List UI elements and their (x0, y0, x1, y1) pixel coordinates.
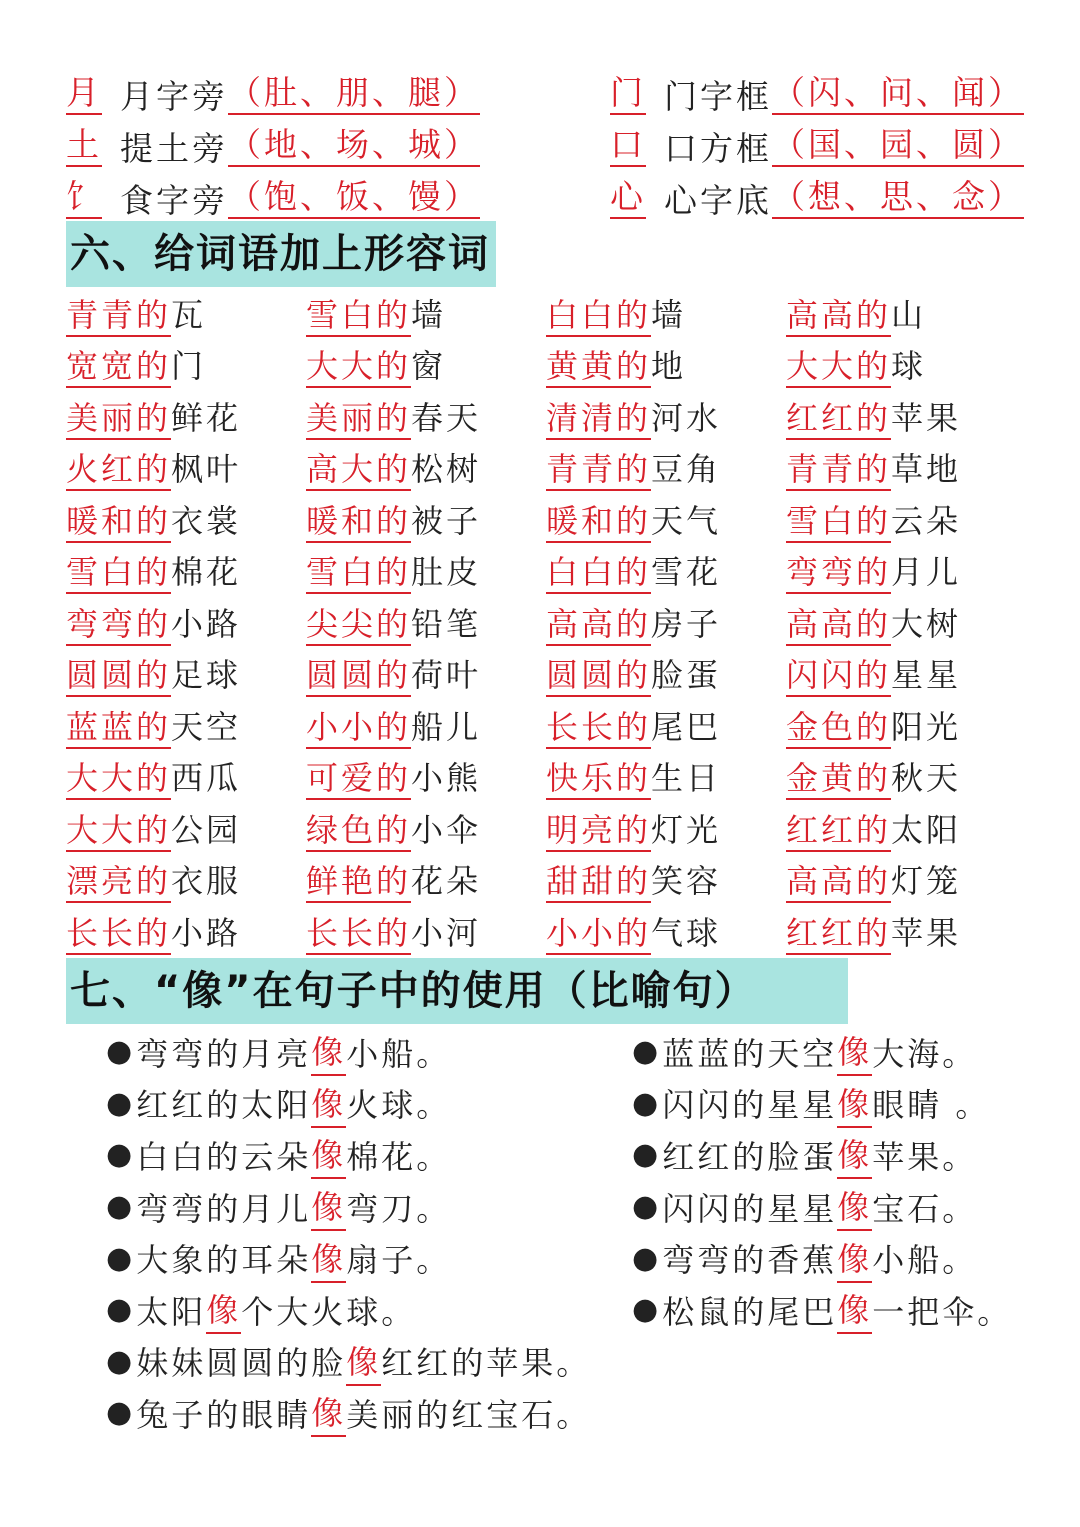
noun-text: 笑容 (651, 862, 722, 901)
adjective-row (66, 648, 1026, 700)
adjective-phrase (786, 496, 1026, 542)
radical-row (610, 172, 1024, 224)
simile-sentence (106, 1078, 591, 1130)
adjective-phrase (546, 650, 786, 696)
simile-keyword: 像 (837, 1130, 872, 1179)
adjective-text: 红红的 (786, 399, 891, 440)
adjective-phrase (546, 805, 786, 851)
adjective-text: 金黄的 (786, 759, 891, 800)
radical-char: 心 (610, 177, 646, 219)
simile-object: 棉花。 (346, 1137, 452, 1176)
simile-sentence (632, 1232, 1012, 1284)
noun-text: 春天 (411, 398, 482, 437)
adjective-text: 青青的 (546, 450, 651, 491)
adjective-row (66, 442, 1026, 494)
simile-object: 个大火球。 (241, 1292, 417, 1331)
adjective-phrase (306, 650, 546, 696)
adjective-phrase (66, 908, 306, 954)
bullet-icon: ● (106, 1137, 133, 1173)
adjective-text: 长长的 (546, 708, 651, 749)
adjective-text: 暖和的 (546, 502, 651, 543)
simile-subject: 弯弯的香蕉 (662, 1241, 838, 1280)
noun-text: 铅笔 (411, 604, 482, 643)
simile-subject: 弯弯的月儿 (136, 1189, 312, 1228)
adjective-phrase (786, 650, 1026, 696)
noun-text: 灯光 (651, 810, 722, 849)
noun-text: 太阳 (891, 810, 962, 849)
simile-keyword: 像 (837, 1234, 872, 1283)
adjective-phrase (546, 496, 786, 542)
noun-text: 月儿 (891, 553, 962, 592)
adjective-phrase (546, 341, 786, 387)
simile-subject: 闪闪的星星 (662, 1086, 838, 1125)
adjective-text: 尖尖的 (306, 605, 411, 646)
noun-text: 天空 (171, 707, 242, 746)
adjective-text: 红红的 (786, 811, 891, 852)
noun-text: 小路 (171, 913, 242, 952)
simile-subject: 白白的云朵 (136, 1137, 312, 1176)
adjective-row (66, 699, 1026, 751)
simile-keyword: 像 (837, 1079, 872, 1128)
noun-text: 小熊 (411, 759, 482, 798)
adjective-text: 绿色的 (306, 811, 411, 852)
adjective-text: 高高的 (786, 605, 891, 646)
simile-sentence (106, 1387, 591, 1439)
simile-subject: 弯弯的月亮 (136, 1034, 312, 1073)
adjective-text: 圆圆的 (546, 656, 651, 697)
adjective-text: 甜甜的 (546, 862, 651, 903)
noun-text: 脸蛋 (651, 656, 722, 695)
noun-text: 天气 (651, 501, 722, 540)
noun-text: 松树 (411, 450, 482, 489)
simile-sentence (632, 1284, 1012, 1336)
radical-char: 土 (66, 125, 102, 167)
simile-keyword: 像 (311, 1027, 346, 1076)
bullet-icon: ● (106, 1395, 133, 1431)
adjective-text: 雪白的 (786, 502, 891, 543)
adjective-phrase (66, 290, 306, 336)
adjective-row (66, 493, 1026, 545)
adjective-phrase (306, 547, 546, 593)
adjective-text: 美丽的 (306, 399, 411, 440)
simile-keyword: 像 (206, 1285, 241, 1334)
adjective-text: 金色的 (786, 708, 891, 749)
adjective-text: 明亮的 (546, 811, 651, 852)
simile-object: 弯刀。 (346, 1189, 452, 1228)
adjective-phrase (306, 856, 546, 902)
bullet-icon: ● (106, 1240, 133, 1276)
simile-object: 宝石。 (872, 1189, 978, 1228)
adjective-text: 大大的 (306, 347, 411, 388)
adjective-row (66, 751, 1026, 803)
adjective-phrase (786, 393, 1026, 439)
adjective-text: 长长的 (66, 914, 171, 955)
noun-text: 阳光 (891, 707, 962, 746)
noun-text: 大树 (891, 604, 962, 643)
bullet-icon: ● (632, 1189, 659, 1225)
noun-text: 被子 (411, 501, 482, 540)
radical-examples: （闪、问、闻） (772, 73, 1024, 115)
adjective-text: 暖和的 (66, 502, 171, 543)
adjective-text: 美丽的 (66, 399, 171, 440)
adjective-text: 快乐的 (546, 759, 651, 800)
simile-object: 小船。 (872, 1241, 978, 1280)
radical-name: 食字旁 (120, 180, 228, 220)
simile-object: 大海。 (872, 1034, 978, 1073)
adjective-text: 蓝蓝的 (66, 708, 171, 749)
simile-keyword: 像 (837, 1027, 872, 1076)
adjective-phrase (306, 599, 546, 645)
adjective-phrase (546, 547, 786, 593)
noun-text: 秋天 (891, 759, 962, 798)
adjective-phrase (786, 599, 1026, 645)
adjective-phrase (546, 599, 786, 645)
simile-subject: 蓝蓝的天空 (662, 1034, 838, 1073)
simile-sentence (106, 1284, 591, 1336)
simile-subject: 红红的脸蛋 (662, 1137, 838, 1176)
simile-object: 一把伞。 (872, 1292, 1013, 1331)
noun-text: 河水 (651, 398, 722, 437)
noun-text: 地 (651, 347, 687, 386)
adjective-text: 暖和的 (306, 502, 411, 543)
adjective-phrase (306, 805, 546, 851)
simile-sentence (106, 1181, 591, 1233)
adjective-text: 雪白的 (306, 296, 411, 337)
noun-text: 云朵 (891, 501, 962, 540)
adjective-phrase (546, 702, 786, 748)
adjective-row (66, 596, 1026, 648)
simile-keyword: 像 (311, 1388, 346, 1437)
adjective-phrase (66, 496, 306, 542)
simile-subject: 兔子的眼睛 (136, 1395, 312, 1434)
adjective-text: 长长的 (306, 914, 411, 955)
radical-name: 门字框 (664, 76, 772, 116)
noun-text: 鲜花 (171, 398, 242, 437)
noun-text: 墙 (651, 295, 687, 334)
adjective-row (66, 545, 1026, 597)
adjective-row (66, 390, 1026, 442)
radical-name: 提土旁 (120, 128, 228, 168)
adjective-text: 雪白的 (306, 553, 411, 594)
simile-sentence (632, 1078, 1012, 1130)
simile-object: 美丽的红宝石。 (346, 1395, 592, 1434)
radical-char: 口 (610, 125, 646, 167)
noun-text: 花朵 (411, 862, 482, 901)
adjective-phrase (546, 444, 786, 490)
radical-examples: （肚、朋、腿） (228, 73, 480, 115)
noun-text: 星星 (891, 656, 962, 695)
adjective-text: 闪闪的 (786, 656, 891, 697)
bullet-icon: ● (632, 1240, 659, 1276)
simile-right-column (632, 1026, 1012, 1336)
adjective-text: 高高的 (786, 862, 891, 903)
simile-subject: 妹妹圆圆的脸 (136, 1344, 347, 1383)
bullet-icon: ● (632, 1085, 659, 1121)
adjective-phrase (306, 702, 546, 748)
adjective-text: 青青的 (66, 296, 171, 337)
section-6-heading: 六、给词语加上形容词 (66, 221, 496, 287)
bullet-icon: ● (632, 1034, 659, 1070)
adjective-phrase (306, 341, 546, 387)
simile-sentence (106, 1129, 591, 1181)
adjective-text: 高大的 (306, 450, 411, 491)
adjective-phrase (306, 393, 546, 439)
simile-keyword: 像 (346, 1337, 381, 1386)
noun-text: 枫叶 (171, 450, 242, 489)
simile-left-column (106, 1026, 591, 1439)
section-7-heading: 七、“像”在句子中的使用（比喻句） (66, 958, 848, 1024)
radical-examples: （饱、饭、馒） (228, 177, 480, 219)
simile-subject: 闪闪的星星 (662, 1189, 838, 1228)
simile-object: 眼睛 。 (872, 1086, 991, 1125)
radical-name: 口方框 (664, 128, 772, 168)
adjective-grid (66, 287, 1026, 957)
noun-text: 生日 (651, 759, 722, 798)
adjective-text: 可爱的 (306, 759, 411, 800)
simile-subject: 太阳 (136, 1292, 207, 1331)
adjective-row (66, 339, 1026, 391)
simile-keyword: 像 (837, 1182, 872, 1231)
adjective-text: 高高的 (546, 605, 651, 646)
simile-keyword: 像 (311, 1182, 346, 1231)
noun-text: 气球 (651, 913, 722, 952)
radicals-left-column (66, 68, 480, 224)
adjective-phrase (786, 290, 1026, 336)
simile-object: 扇子。 (346, 1241, 452, 1280)
adjective-text: 青青的 (786, 450, 891, 491)
adjective-phrase (66, 753, 306, 799)
simile-keyword: 像 (311, 1130, 346, 1179)
noun-text: 足球 (171, 656, 242, 695)
adjective-text: 圆圆的 (306, 656, 411, 697)
simile-keyword: 像 (837, 1285, 872, 1334)
adjective-text: 白白的 (546, 296, 651, 337)
adjective-row (66, 854, 1026, 906)
adjective-phrase (786, 753, 1026, 799)
adjective-text: 鲜艳的 (306, 862, 411, 903)
simile-object: 苹果。 (872, 1137, 978, 1176)
simile-object: 火球。 (346, 1086, 452, 1125)
adjective-phrase (786, 856, 1026, 902)
adjective-text: 圆圆的 (66, 656, 171, 697)
simile-sentence (106, 1232, 591, 1284)
noun-text: 尾巴 (651, 707, 722, 746)
adjective-text: 漂亮的 (66, 862, 171, 903)
adjective-text: 白白的 (546, 553, 651, 594)
simile-subject: 松鼠的尾巴 (662, 1292, 838, 1331)
adjective-text: 火红的 (66, 450, 171, 491)
noun-text: 衣服 (171, 862, 242, 901)
adjective-phrase (66, 650, 306, 696)
radical-row (66, 172, 480, 224)
adjective-phrase (786, 805, 1026, 851)
radical-examples: （地、场、城） (228, 125, 480, 167)
noun-text: 衣裳 (171, 501, 242, 540)
radical-examples: （国、园、圆） (772, 125, 1024, 167)
simile-keyword: 像 (311, 1234, 346, 1283)
adjective-text: 弯弯的 (66, 605, 171, 646)
adjective-phrase (66, 393, 306, 439)
adjective-phrase (66, 856, 306, 902)
adjective-phrase (786, 547, 1026, 593)
bullet-icon: ● (106, 1189, 133, 1225)
radical-name: 月字旁 (120, 76, 228, 116)
adjective-phrase (306, 908, 546, 954)
radical-row (66, 120, 480, 172)
noun-text: 球 (891, 347, 927, 386)
noun-text: 小路 (171, 604, 242, 643)
adjective-phrase (66, 444, 306, 490)
simile-sentence (632, 1026, 1012, 1078)
adjective-phrase (66, 547, 306, 593)
radical-row (610, 120, 1024, 172)
noun-text: 小伞 (411, 810, 482, 849)
adjective-text: 大大的 (66, 811, 171, 852)
adjective-phrase (546, 908, 786, 954)
simile-subject: 大象的耳朵 (136, 1241, 312, 1280)
radical-char: 饣 (66, 177, 102, 219)
adjective-phrase (66, 805, 306, 851)
noun-text: 荷叶 (411, 656, 482, 695)
radical-row (610, 68, 1024, 120)
adjective-phrase (66, 599, 306, 645)
adjective-phrase (546, 856, 786, 902)
bullet-icon: ● (106, 1292, 133, 1328)
radicals-right-column (610, 68, 1024, 224)
bullet-icon: ● (632, 1137, 659, 1173)
noun-text: 房子 (651, 604, 722, 643)
simile-sentence (632, 1129, 1012, 1181)
adjective-phrase (546, 290, 786, 336)
radical-examples: （想、思、念） (772, 177, 1024, 219)
noun-text: 雪花 (651, 553, 722, 592)
adjective-row (66, 287, 1026, 339)
bullet-icon: ● (106, 1085, 133, 1121)
radical-name: 心字底 (664, 180, 772, 220)
adjective-phrase (786, 702, 1026, 748)
simile-sentence (106, 1026, 591, 1078)
simile-object: 红红的苹果。 (381, 1344, 592, 1383)
simile-sentence (106, 1336, 591, 1388)
adjective-row (66, 905, 1026, 957)
noun-text: 船儿 (411, 707, 482, 746)
noun-text: 苹果 (891, 398, 962, 437)
adjective-text: 大大的 (786, 347, 891, 388)
adjective-text: 宽宽的 (66, 347, 171, 388)
noun-text: 山 (891, 295, 927, 334)
noun-text: 苹果 (891, 913, 962, 952)
simile-sentence (632, 1181, 1012, 1233)
noun-text: 草地 (891, 450, 962, 489)
adjective-phrase (306, 444, 546, 490)
adjective-phrase (306, 496, 546, 542)
noun-text: 肚皮 (411, 553, 482, 592)
adjective-text: 黄黄的 (546, 347, 651, 388)
adjective-phrase (546, 753, 786, 799)
adjective-text: 弯弯的 (786, 553, 891, 594)
adjective-phrase (786, 444, 1026, 490)
simile-subject: 红红的太阳 (136, 1086, 312, 1125)
noun-text: 灯笼 (891, 862, 962, 901)
adjective-text: 大大的 (66, 759, 171, 800)
adjective-row (66, 802, 1026, 854)
bullet-icon: ● (106, 1343, 133, 1379)
adjective-phrase (786, 908, 1026, 954)
adjective-text: 小小的 (306, 708, 411, 749)
noun-text: 瓦 (171, 295, 207, 334)
noun-text: 棉花 (171, 553, 242, 592)
adjective-text: 高高的 (786, 296, 891, 337)
adjective-phrase (66, 341, 306, 387)
noun-text: 窗 (411, 347, 447, 386)
adjective-phrase (66, 702, 306, 748)
noun-text: 豆角 (651, 450, 722, 489)
adjective-text: 小小的 (546, 914, 651, 955)
adjective-text: 雪白的 (66, 553, 171, 594)
noun-text: 墙 (411, 295, 447, 334)
simile-keyword: 像 (311, 1079, 346, 1128)
adjective-phrase (306, 290, 546, 336)
radical-char: 月 (66, 73, 102, 115)
adjective-phrase (546, 393, 786, 439)
noun-text: 门 (171, 347, 207, 386)
radical-row (66, 68, 480, 120)
adjective-text: 清清的 (546, 399, 651, 440)
adjective-text: 红红的 (786, 914, 891, 955)
noun-text: 公园 (171, 810, 242, 849)
adjective-phrase (306, 753, 546, 799)
noun-text: 小河 (411, 913, 482, 952)
radical-char: 门 (610, 73, 646, 115)
bullet-icon: ● (632, 1292, 659, 1328)
noun-text: 西瓜 (171, 759, 242, 798)
bullet-icon: ● (106, 1034, 133, 1070)
simile-object: 小船。 (346, 1034, 452, 1073)
adjective-phrase (786, 341, 1026, 387)
